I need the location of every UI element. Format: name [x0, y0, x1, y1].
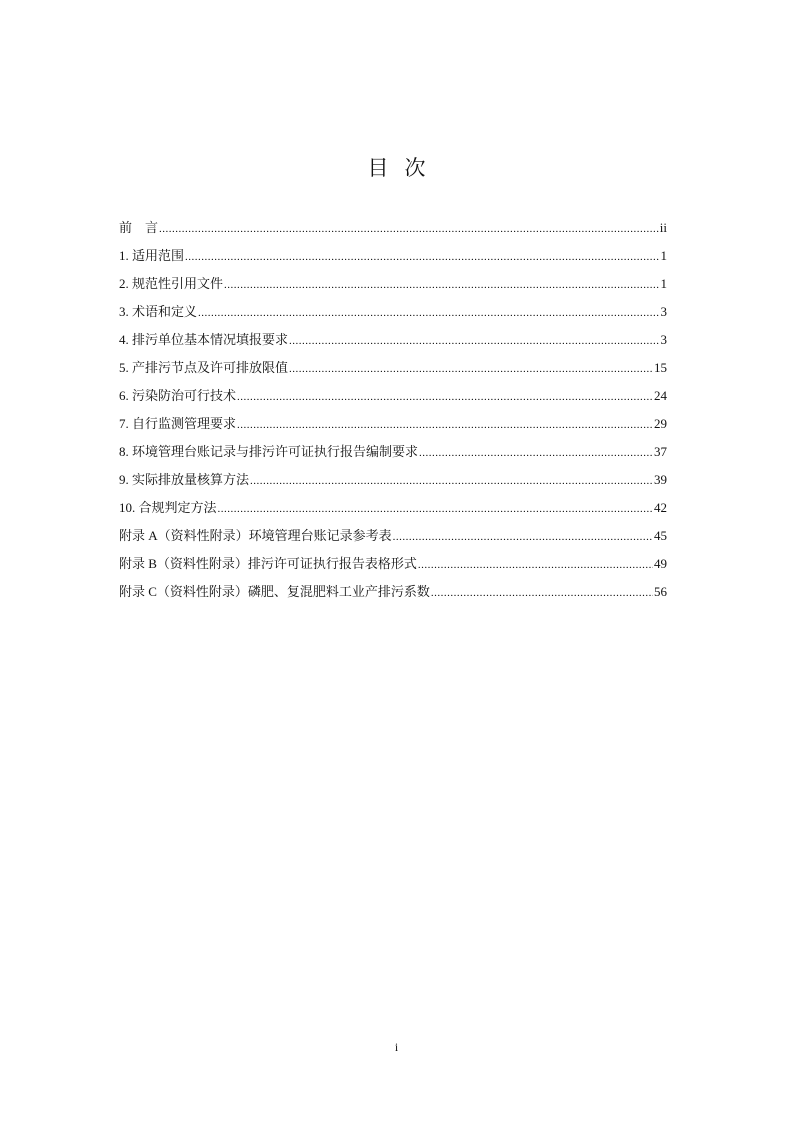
toc-entry[interactable]	[119, 386, 667, 414]
toc-entry[interactable]	[119, 246, 667, 274]
toc-entry-label: 8. 环境管理台账记录与排污许可证执行报告编制要求	[119, 444, 419, 459]
toc-entry-page: 3	[660, 304, 667, 319]
toc-entry[interactable]	[119, 554, 667, 582]
dot-leader	[419, 442, 653, 463]
toc-entry-page: 1	[660, 248, 667, 263]
toc-entry-label: 前 言	[119, 220, 159, 235]
toc-entry-page: ii	[659, 220, 667, 235]
dot-leader	[218, 498, 653, 519]
toc-entry[interactable]	[119, 274, 667, 302]
title-char: 目	[367, 156, 389, 180]
toc-entry-label: 4. 排污单位基本情况填报要求	[119, 332, 289, 347]
toc-entry-label: 9. 实际排放量核算方法	[119, 472, 250, 487]
toc-entry[interactable]	[119, 526, 667, 554]
toc-entry-page: 15	[654, 360, 667, 375]
toc-entry[interactable]	[119, 302, 667, 330]
toc-entry-label: 附录 C（资料性附录）磷肥、复混肥料工业产排污系数	[119, 584, 430, 599]
dot-leader	[237, 386, 653, 407]
toc-entry-page: 56	[654, 584, 667, 599]
toc-entry-label: 5. 产排污节点及许可排放限值	[119, 360, 289, 375]
toc-entry-label: 3. 术语和定义	[119, 304, 198, 319]
dot-leader	[289, 330, 659, 351]
dot-leader	[159, 218, 659, 239]
page-title	[0, 152, 793, 182]
toc-entry-page: 39	[654, 472, 667, 487]
toc-entry-label: 附录 A（资料性附录）环境管理台账记录参考表	[119, 528, 392, 543]
dot-leader	[198, 302, 659, 323]
dot-leader	[224, 274, 659, 295]
toc-entry-page: 45	[654, 528, 667, 543]
toc-entry[interactable]	[119, 582, 667, 610]
dot-leader	[289, 358, 653, 379]
dot-leader	[393, 526, 653, 547]
dot-leader	[431, 582, 653, 603]
toc-entry-page: 37	[654, 444, 667, 459]
toc-entry-label: 10. 合规判定方法	[119, 500, 217, 515]
toc-entry[interactable]	[119, 358, 667, 386]
toc-entry[interactable]	[119, 470, 667, 498]
toc-entry-page: 49	[654, 556, 667, 571]
toc-entry[interactable]	[119, 414, 667, 442]
toc-entry[interactable]	[119, 442, 667, 470]
toc-entry-label: 7. 自行监测管理要求	[119, 416, 237, 431]
toc-entry-page: 24	[654, 388, 667, 403]
toc-entry[interactable]	[119, 330, 667, 358]
toc-entry-label: 2. 规范性引用文件	[119, 276, 224, 291]
dot-leader	[250, 470, 653, 491]
toc-entry-page: 1	[660, 276, 667, 291]
toc-entry-label: 附录 B（资料性附录）排污许可证执行报告表格形式	[119, 556, 417, 571]
toc-entry[interactable]	[119, 218, 667, 246]
dot-leader	[418, 554, 653, 575]
toc-entry-label: 1. 适用范围	[119, 248, 185, 263]
toc-entry[interactable]	[119, 498, 667, 526]
toc-entry-page: 3	[660, 332, 667, 347]
toc-entry-page: 42	[654, 500, 667, 515]
dot-leader	[237, 414, 653, 435]
table-of-contents	[119, 218, 667, 610]
dot-leader	[185, 246, 659, 267]
title-char: 次	[404, 156, 426, 180]
toc-entry-page: 29	[654, 416, 667, 431]
toc-entry-label: 6. 污染防治可行技术	[119, 388, 237, 403]
page-number: i	[394, 1040, 399, 1054]
